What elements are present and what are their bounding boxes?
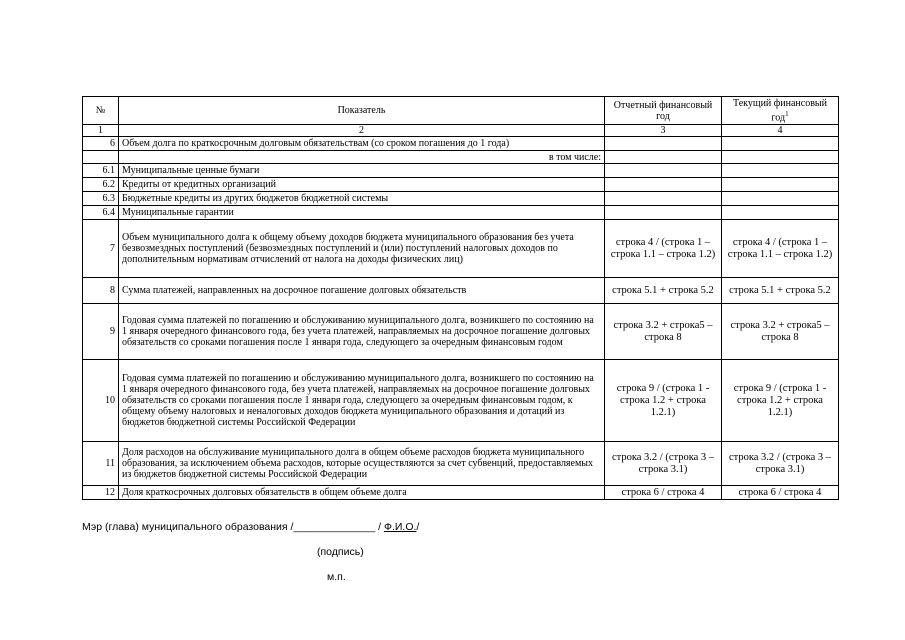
seal-placeholder: м.п. [327, 571, 346, 583]
header-current-year-text: Текущий финансовый год [733, 97, 827, 124]
row-text: Годовая сумма платежей по погашению и обслуживанию муниципального долга, возникшего по состоянию на 1 января очередного финансового года, без учета платежей, направляемых на досрочное погашение долговых обязательств со сроками погашения после 1 января года, следующего за очередным финансовым годом, к общему объему налоговых и неналоговых доходов бюджета муниципального образования и дотаций из бюджетов бюджетной системы Российской Федерации [119, 360, 605, 442]
row-number: 6.1 [83, 164, 119, 178]
row-number: 10 [83, 360, 119, 442]
row-reporting-value: строка 5.1 + строка 5.2 [605, 278, 722, 304]
row-text: Муниципальные гарантии [119, 206, 605, 220]
row-current-value: строка 6 / строка 4 [722, 486, 839, 500]
row-number [83, 151, 119, 164]
row-current-value [722, 164, 839, 178]
row-text: Доля краткосрочных долговых обязательств в общем объеме долга [119, 486, 605, 500]
row-reporting-value: строка 3.2 + строка5 – строка 8 [605, 304, 722, 360]
table-row [83, 164, 839, 178]
table-row [83, 220, 839, 278]
column-number: 4 [722, 125, 839, 137]
signature-line [82, 521, 419, 533]
row-number: 6.4 [83, 206, 119, 220]
table-row [83, 278, 839, 304]
table-row [83, 192, 839, 206]
row-reporting-value [605, 206, 722, 220]
signature-blank: ______________ [293, 521, 376, 533]
header-current-year [722, 97, 839, 125]
row-text: Бюджетные кредиты из других бюджетов бюджетной системы [119, 192, 605, 206]
row-number: 9 [83, 304, 119, 360]
row-number: 8 [83, 278, 119, 304]
row-text: Объем долга по краткосрочным долговым обязательствам (со сроком погашения до 1 года) [119, 137, 605, 151]
row-reporting-value: строка 4 / (строка 1 – строка 1.1 – строка 1.2) [605, 220, 722, 278]
header-row [83, 97, 839, 125]
column-number: 2 [119, 125, 605, 137]
row-current-value [722, 178, 839, 192]
header-num: № [83, 97, 119, 125]
row-current-value: строка 3.2 / (строка 3 – строка 3.1) [722, 442, 839, 486]
row-number: 6 [83, 137, 119, 151]
row-current-value: строка 5.1 + строка 5.2 [722, 278, 839, 304]
row-text: Доля расходов на обслуживание муниципального долга в общем объеме расходов бюджета муниципального образования, за исключением объема расходов, которые осуществляются за счет субвенций, предоставляемых из бюджетов бюджетной системы Российской Федерации [119, 442, 605, 486]
header-reporting-year: Отчетный финансовый год [605, 97, 722, 125]
row-reporting-value: строка 6 / строка 4 [605, 486, 722, 500]
row-text: Объем муниципального долга к общему объему доходов бюджета муниципального образования без учета безвозмездных поступлений (безвозмездных поступлений и (или) поступлений налоговых доходов по дополнительным нормативам отчислений от налога на доходы физических лиц) [119, 220, 605, 278]
table-row [83, 304, 839, 360]
table-row [83, 486, 839, 500]
table-row [83, 442, 839, 486]
row-number: 11 [83, 442, 119, 486]
signature-separator: / [375, 521, 384, 533]
row-current-value: строка 4 / (строка 1 – строка 1.1 – строка 1.2) [722, 220, 839, 278]
table-row [83, 206, 839, 220]
row-number: 7 [83, 220, 119, 278]
row-text: Сумма платежей, направленных на досрочное погашение долговых обязательств [119, 278, 605, 304]
table-row [83, 178, 839, 192]
column-number-row [83, 125, 839, 137]
footnote-mark: 1 [785, 109, 789, 118]
signature-end: / [416, 521, 420, 533]
row-current-value [722, 206, 839, 220]
row-current-value: строка 3.2 + строка5 – строка 8 [722, 304, 839, 360]
row-text: в том числе: [119, 151, 605, 164]
row-reporting-value [605, 137, 722, 151]
row-reporting-value: строка 9 / (строка 1 - строка 1.2 + строка 1.2.1) [605, 360, 722, 442]
row-current-value: строка 9 / (строка 1 - строка 1.2 + строка 1.2.1) [722, 360, 839, 442]
row-reporting-value [605, 178, 722, 192]
row-reporting-value [605, 192, 722, 206]
row-number: 6.3 [83, 192, 119, 206]
row-reporting-value [605, 151, 722, 164]
row-reporting-value [605, 164, 722, 178]
row-number: 6.2 [83, 178, 119, 192]
row-reporting-value: строка 3.2 / (строка 3 – строка 3.1) [605, 442, 722, 486]
table-row [83, 137, 839, 151]
signature-caption: (подпись) [317, 546, 364, 558]
row-text: Муниципальные ценные бумаги [119, 164, 605, 178]
column-number: 1 [83, 125, 119, 137]
row-text: Кредиты от кредитных организаций [119, 178, 605, 192]
signature-label: Мэр (глава) муниципального образования / [82, 521, 294, 533]
table-row [83, 151, 839, 164]
row-current-value [722, 192, 839, 206]
row-text: Годовая сумма платежей по погашению и обслуживанию муниципального долга, возникшего по состоянию на 1 января очередного финансового года, без учета платежей, направляемых на досрочное погашение долговых обязательств со сроками погашения после 1 января года, следующего за очередным финансовым годом [119, 304, 605, 360]
row-current-value [722, 137, 839, 151]
table-row [83, 360, 839, 442]
signature-fio: Ф.И.О. [383, 521, 417, 533]
column-number: 3 [605, 125, 722, 137]
header-indicator: Показатель [119, 97, 605, 125]
row-number: 12 [83, 486, 119, 500]
row-current-value [722, 151, 839, 164]
indicator-table [82, 96, 839, 500]
